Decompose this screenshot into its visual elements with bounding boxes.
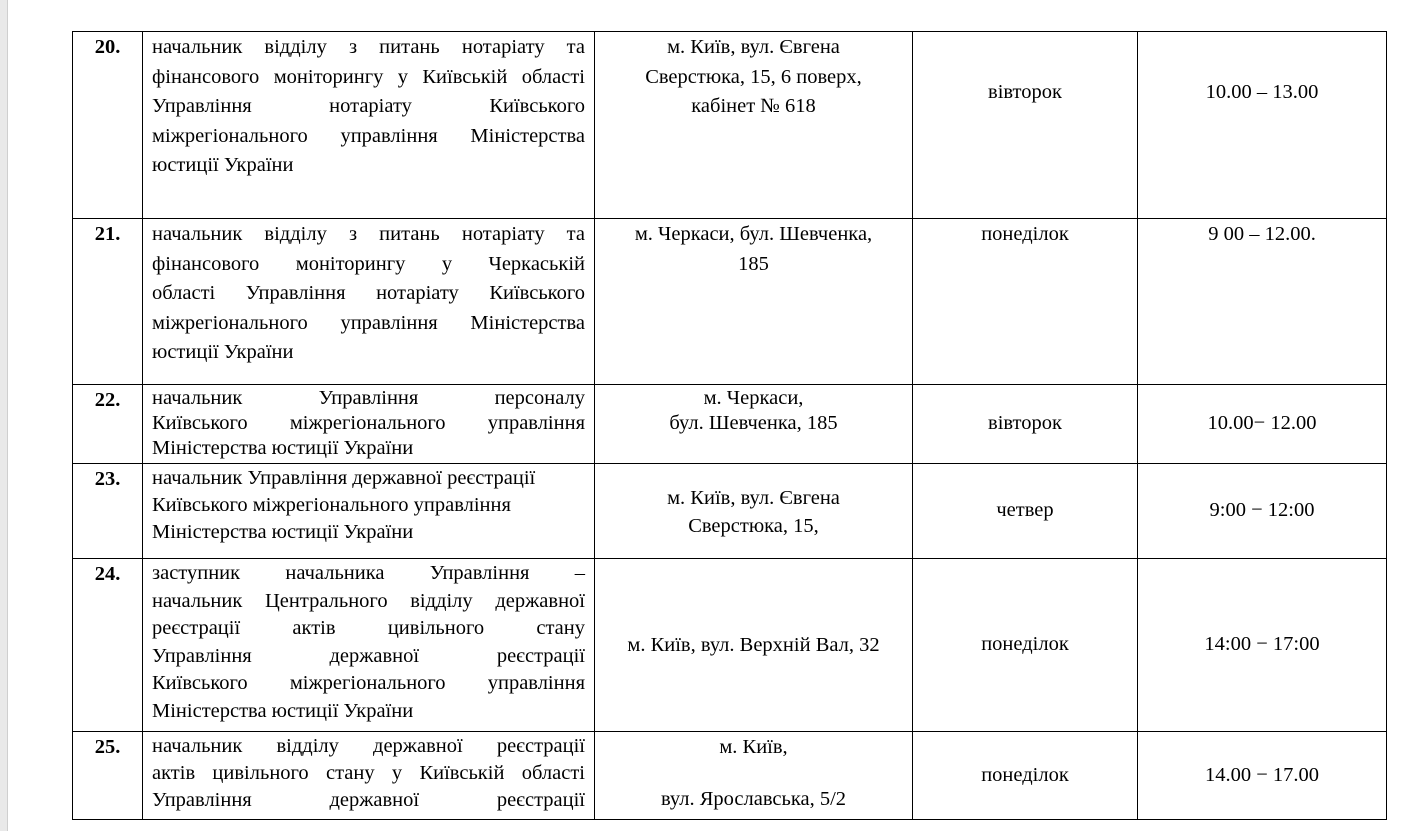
- table-row: [73, 559, 1387, 732]
- position-line: актів цивільного стану у Київській області: [152, 762, 585, 784]
- position-line: Київського міжрегіонального управління: [152, 494, 511, 516]
- address-line: м. Черкаси, бул. Шевченка,: [634, 223, 873, 245]
- position-line: Київського міжрегіонального управління: [152, 412, 585, 434]
- position-line: начальник відділу з питань нотаріату та: [152, 36, 585, 58]
- reception-address: [595, 464, 913, 559]
- table-row: [73, 385, 1387, 464]
- reception-day: понеділок: [913, 559, 1138, 732]
- reception-day: [913, 219, 1138, 385]
- row-number: 23.: [73, 464, 143, 559]
- address-line: Сверстюка, 15,: [688, 514, 819, 537]
- address-line: м. Київ,: [719, 736, 788, 758]
- row-number: 20.: [73, 32, 143, 219]
- address-line: кабінет № 618: [691, 95, 816, 117]
- position-line: реєстрації актів цивільного стану: [152, 617, 585, 640]
- table-row: [73, 464, 1387, 559]
- reception-day: вівторок: [913, 385, 1138, 464]
- reception-day: [913, 32, 1138, 219]
- official-position: [143, 219, 595, 385]
- position-line: міжрегіонального управління Міністерства: [152, 124, 585, 147]
- table-row: [73, 32, 1387, 219]
- reception-address: [595, 385, 913, 464]
- reception-day-text: понеділок: [981, 223, 1069, 245]
- reception-day-text: вівторок: [988, 81, 1062, 103]
- position-line: Міністерства юстиції України: [152, 437, 414, 459]
- position-line: Управління державної реєстрації: [152, 789, 585, 811]
- reception-address: [595, 219, 913, 385]
- official-position: [143, 559, 595, 732]
- address-line: бул. Шевченка, 185: [669, 412, 838, 434]
- position-line: Міністерства юстиції України: [152, 521, 414, 543]
- reception-day: четвер: [913, 464, 1138, 559]
- reception-time: [1138, 32, 1387, 219]
- address-line: м. Київ, вул. Євгена: [667, 486, 840, 509]
- address-line: Сверстюка, 15, 6 поверх,: [645, 65, 862, 88]
- address-line: м. Черкаси,: [703, 387, 804, 409]
- position-line: Міністерства юстиції України: [152, 699, 414, 722]
- official-position: [143, 385, 595, 464]
- position-line: начальник відділу з питань нотаріату та: [152, 223, 585, 245]
- official-position: [143, 32, 595, 219]
- row-number: 24.: [73, 559, 143, 732]
- position-line: Київського міжрегіонального управління: [152, 672, 585, 695]
- official-position: [143, 732, 595, 820]
- position-line: начальник Управління державної реєстрації: [152, 467, 536, 489]
- reception-schedule-table: [72, 31, 1387, 820]
- row-number: 22.: [73, 385, 143, 464]
- position-line: юстиції України: [152, 154, 294, 176]
- position-line: Управління нотаріату Київського: [152, 95, 585, 117]
- table-row: [73, 219, 1387, 385]
- reception-time-text: 10.00 – 13.00: [1205, 81, 1319, 103]
- position-line: юстиції України: [152, 341, 294, 363]
- row-number: 21.: [73, 219, 143, 385]
- position-line: області Управління нотаріату Київського: [152, 282, 585, 304]
- position-line: начальник Управління персоналу: [152, 387, 585, 409]
- position-line: Управління державної реєстрації: [152, 644, 585, 667]
- position-line: начальник Центрального відділу державної: [152, 589, 585, 612]
- address-line: вул. Ярославська, 5/2: [660, 787, 847, 810]
- reception-day: понеділок: [913, 732, 1138, 820]
- reception-time-text: 9 00 – 12.00.: [1208, 223, 1316, 245]
- position-line: заступник начальника Управління –: [152, 562, 585, 584]
- address-line: 185: [738, 252, 769, 275]
- reception-time: 10.00− 12.00: [1138, 385, 1387, 464]
- reception-time: [1138, 219, 1387, 385]
- address-spacer: [595, 763, 912, 785]
- position-line: фінансового моніторингу у Київській області: [152, 65, 585, 88]
- position-line: міжрегіонального управління Міністерства: [152, 311, 585, 334]
- reception-time: 9:00 − 12:00: [1138, 464, 1387, 559]
- position-line: фінансового моніторингу у Черкаській: [152, 252, 585, 275]
- table-row: [73, 732, 1387, 820]
- position-line: начальник відділу державної реєстрації: [152, 735, 585, 757]
- reception-time: 14.00 − 17.00: [1138, 732, 1387, 820]
- address-line: м. Київ, вул. Верхній Вал, 32: [627, 633, 880, 656]
- address-line: м. Київ, вул. Євгена: [667, 36, 840, 58]
- official-position: [143, 464, 595, 559]
- page-left-edge: [0, 0, 8, 831]
- row-number: 25.: [73, 732, 143, 820]
- reception-address: [595, 732, 913, 820]
- reception-time: 14:00 − 17:00: [1138, 559, 1387, 732]
- reception-address: [595, 559, 913, 732]
- reception-address: [595, 32, 913, 219]
